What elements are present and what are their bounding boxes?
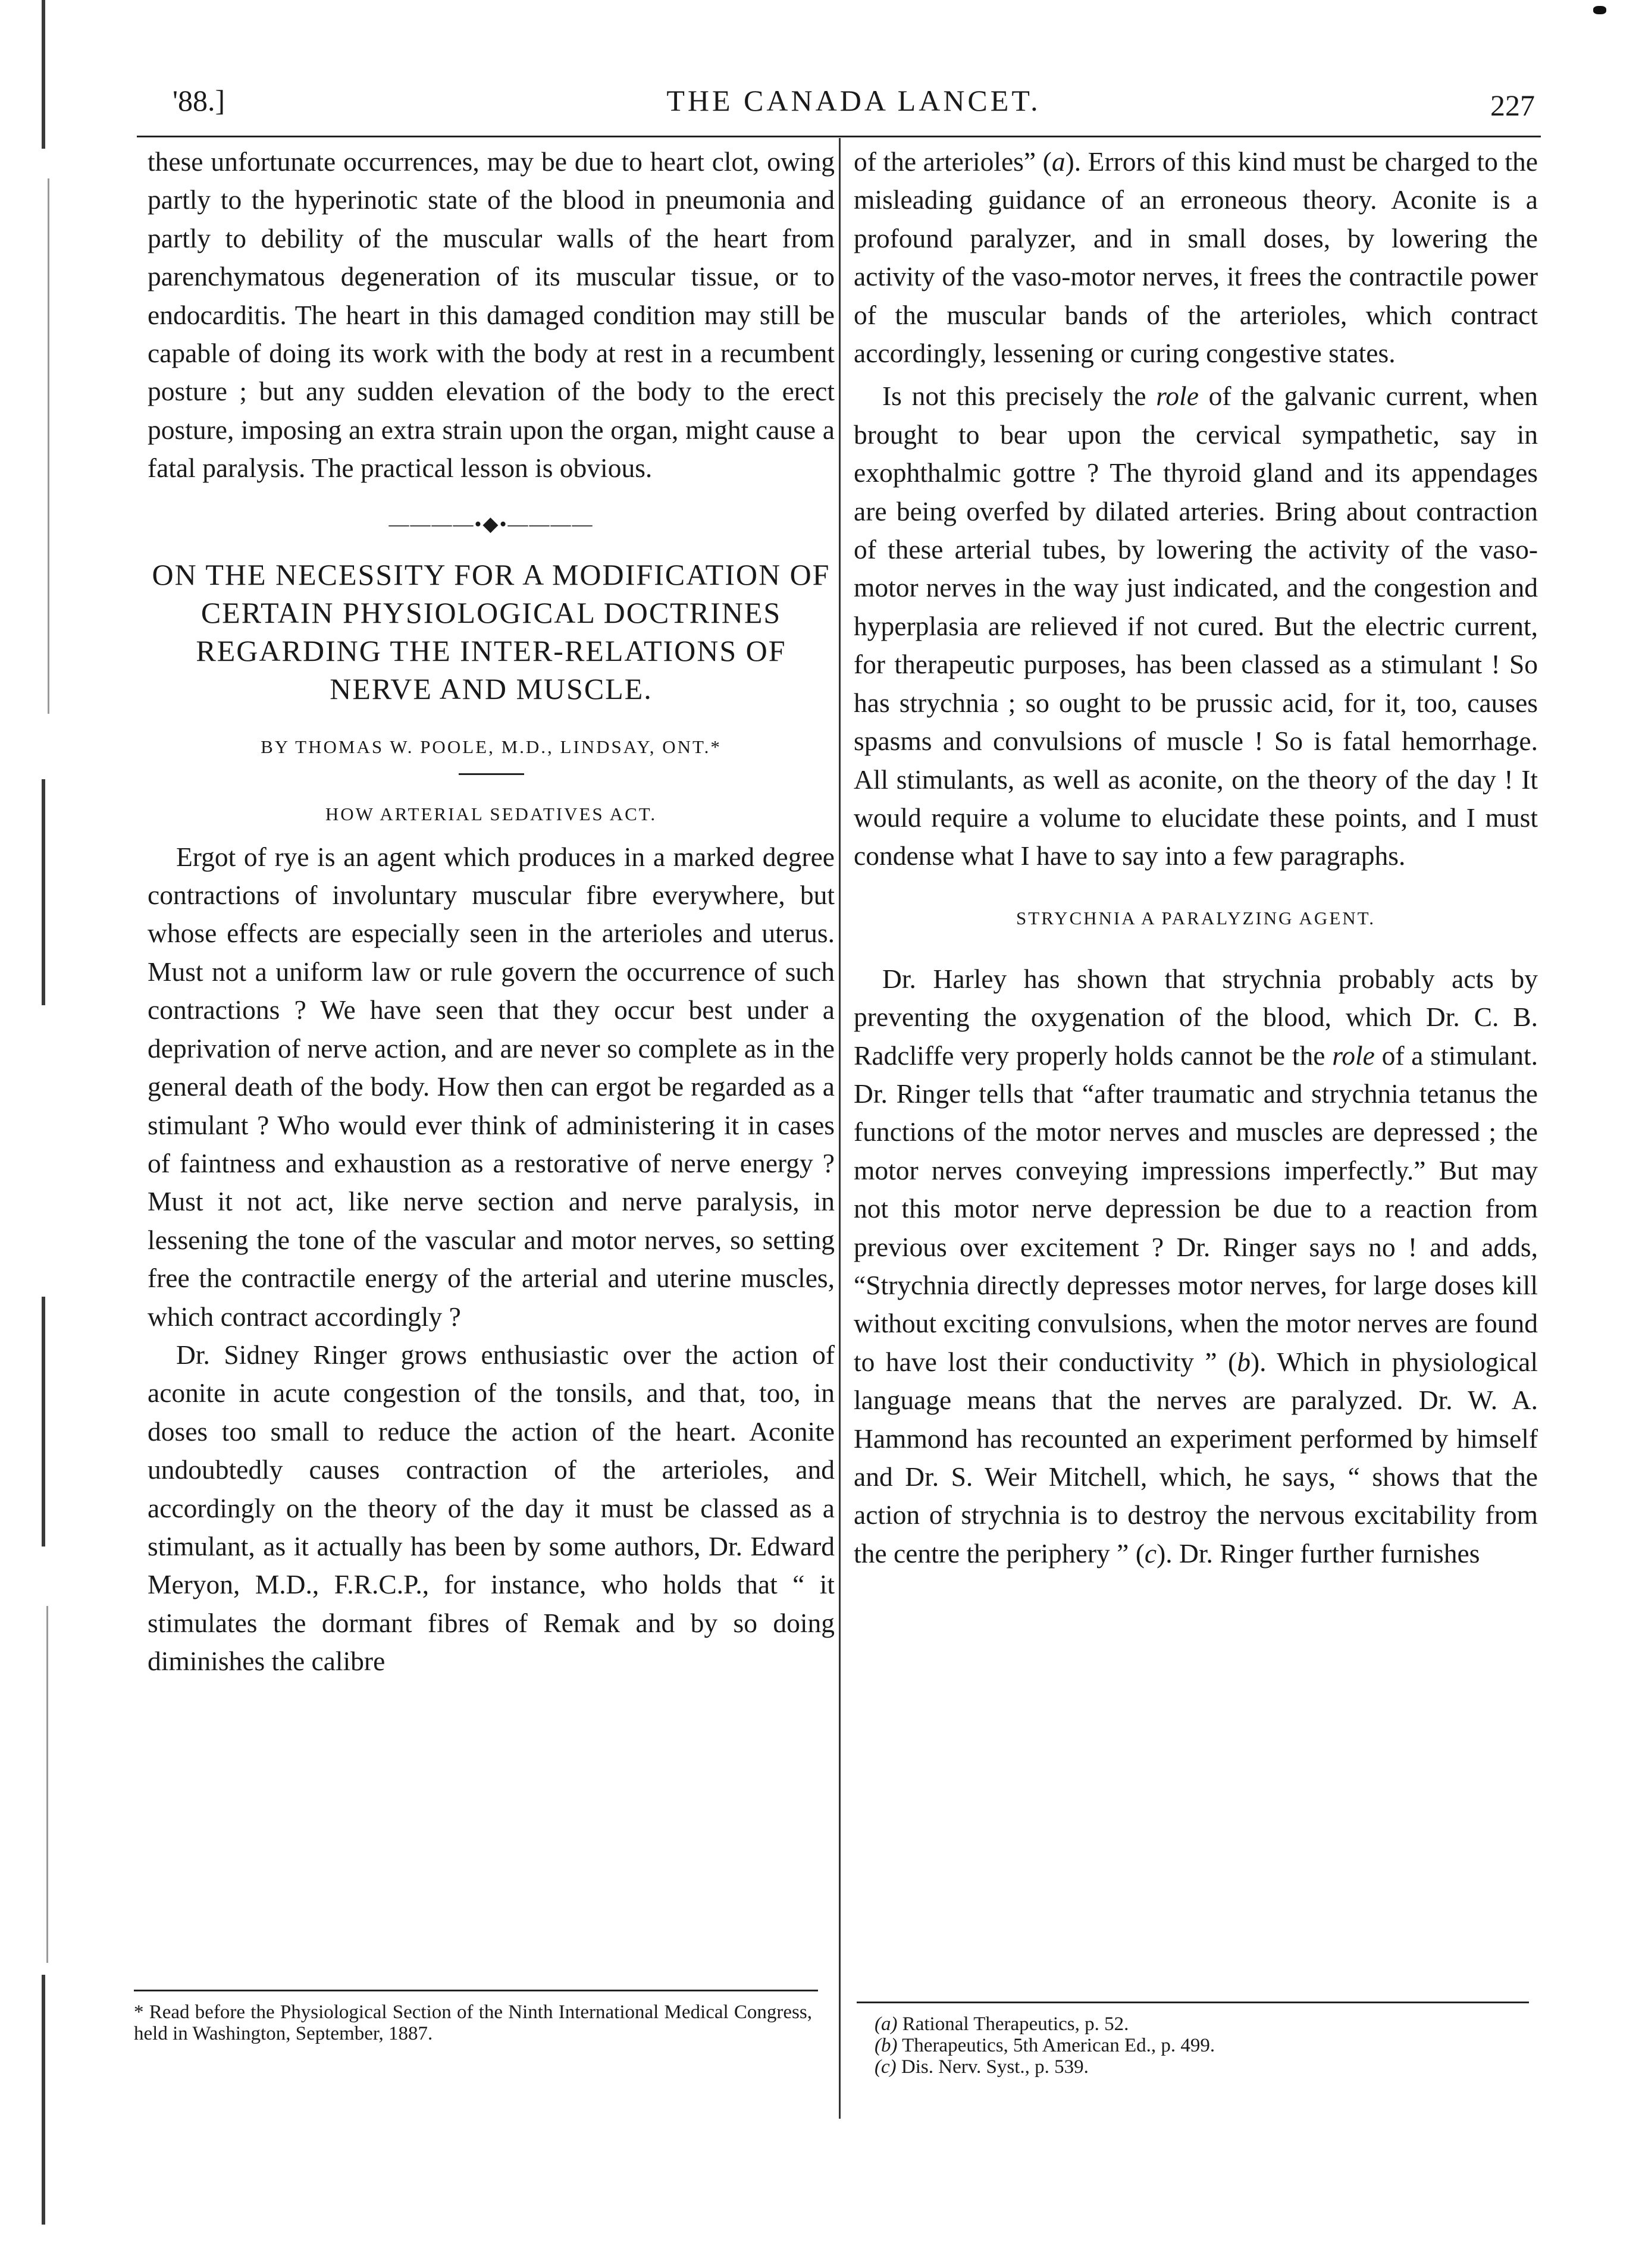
footnote	[875, 2056, 1499, 2078]
footnote-text: Therapeutics, 5th American Ed., p. 499.	[902, 2035, 1215, 2056]
volume-year: '88.]	[173, 84, 225, 117]
footnote	[875, 2013, 1499, 2035]
text-run: ). Dr. Ringer further furnishes	[1157, 1538, 1480, 1569]
column-divider	[839, 138, 841, 2119]
article-title: ON THE NECESSITY FOR A MODIFICATION OF CERTAIN PHYSIOLOGICAL DOCTRINES REGARDING THE INTER-RELATIONS OF NERVE AND MUSCLE.	[152, 557, 831, 705]
text-run: Is not this precisely the	[882, 381, 1157, 412]
text-run: of the galvanic current, when brought to bear upon the cervical sympathetic, say in exophthalmic gottre ? The thyroid gland and its appendages are being overfed by dilated arteries. Bring about contraction of these arterial tubes, by lowering the activity of the vaso-motor nerves in the way just indicated, and the congestion and hyperplasia are relieved if not cured. But the electric current, for therapeutic purposes, has been classed as a stimulant ! So has strychnia ; so ought to be prussic acid, for it, too, causes spasms and convulsions of muscle ! So is fatal hemorrhage. All stimulants, as well as aconite, on the theory of the day ! It would require a volume to elucidate these points, and I must condense what I have to say into a few paragraphs.	[854, 381, 1538, 871]
footnote-marker: (c)	[875, 2056, 897, 2078]
ink-speck	[1593, 6, 1606, 14]
page-number: 227	[1490, 89, 1535, 122]
journal-title: THE CANADA LANCET.	[666, 84, 1041, 117]
footnote-ref: c	[1144, 1538, 1157, 1569]
footnote-rule	[857, 2002, 1529, 2003]
footnote-rule	[134, 1990, 818, 1991]
text-run: Dr. Harley has shown that strychnia probably acts by preventing the oxygenation of the blood, which Dr. C. B. Radcliffe very properly holds cannot be the	[854, 963, 1538, 1071]
footnote-text: Dis. Nerv. Syst., p. 539.	[901, 2056, 1089, 2078]
text-run: ). Which in physiological language means that the nerves are paralyzed. Dr. W. A. Hammond has recounted an experiment performed by himself and Dr. S. Weir Mitchell, which, he says, “ shows that the action of strychnia is to destroy the nervous excitability from the centre the periphery ” (	[854, 1346, 1538, 1569]
footnotes-right	[875, 2013, 1499, 2078]
italic-word: role	[1332, 1040, 1375, 1071]
footnote: * Read before the Physiological Section of the Ninth International Medical Congress, held in Washington, September, 1887.	[134, 2002, 812, 2044]
binding-edge-mark	[48, 178, 49, 714]
footnote	[875, 2035, 1499, 2056]
section-heading: STRYCHNIA A PARALYZING AGENT.	[1016, 907, 1376, 928]
continued-paragraph	[854, 143, 1538, 372]
body-paragraph: Ergot of rye is an agent which produces in a marked degree contractions of involuntary muscular fibre everywhere, but whose effects are especially seen in the arterioles and uterus. Must not a uniform law or rule govern the occurrence of such contractions ? We have seen that they occur best under a deprivation of nerve action, and are never so complete as in the general death of the body. How then can ergot be regarded as a stimulant ? Who would ever think of administering it in cases of faintness and exhaustion as a restorative of nerve energy ? Must it not act, like nerve section and nerve paralysis, in lessening the tone of the vascular and motor nerves, so setting free the contractile energy of the arterial and uterine muscles, which contract accordingly ?	[148, 841, 835, 1332]
footnote-marker: (b)	[875, 2035, 898, 2056]
running-header	[173, 77, 1535, 125]
text-run: of a stimulant. Dr. Ringer tells that “after traumatic and strychnia tetanus the functions of the motor nerves and muscles are depressed ; the motor nerves conveying impressions imperfectly.” But may not this motor nerve depression be due to a reaction from previous over excitement ? Dr. Ringer says no ! and adds, “Strychnia directly depresses motor nerves, for large doses kill without exciting convulsions, when the motor nerves are found to have lost their conductivity ” (	[854, 1040, 1538, 1377]
binding-edge-mark	[42, 1297, 45, 1546]
text-run: of the arterioles” (	[854, 146, 1052, 177]
footnotes-left	[134, 2002, 812, 2044]
footnote-marker: (a)	[875, 2013, 898, 2035]
section-ornament: ————•◆•————	[388, 513, 594, 535]
body-paragraph: Dr. Sidney Ringer grows enthusiastic over the action of aconite in acute congestion of the tonsils, and that, too, in doses too small to reduce the action of the heart. Aconite undoubtedly causes contraction of the arterioles, and accordingly on the theory of the day it must be classed as a stimulant, as it actually has been by some authors, Dr. Edward Meryon, M.D., F.R.C.P., for instance, who holds that “ it stimulates the dormant fibres of Remak and by so doing diminishes the calibre	[148, 1339, 835, 1677]
left-column	[148, 143, 835, 1681]
continued-paragraph: these unfortunate occurrences, may be due to heart clot, owing partly to the hyperinotic state of the blood in pneumonia and partly to debility of the muscular walls of the heart from parenchymatous degeneration of its muscular tissue, or to endocarditis. The heart in this damaged condition may still be capable of doing its work with the body at rest in a recumbent posture ; but any sudden elevation of the body to the erect posture, imposing an extra strain upon the organ, might cause a fatal paralysis. The practical lesson is obvious.	[148, 146, 835, 484]
section-heading: HOW ARTERIAL SEDATIVES ACT.	[325, 803, 657, 824]
footnote-ref: a	[1051, 146, 1065, 177]
byline: BY THOMAS W. POOLE, M.D., LINDSAY, ONT.*	[261, 736, 722, 757]
footnote-text: Rational Therapeutics, p. 52.	[902, 2013, 1129, 2035]
binding-edge-mark	[42, 1975, 45, 2225]
body-paragraph	[854, 960, 1538, 1573]
text-run: ). Errors of this kind must be charged to the misleading guidance of an erroneous theory. Aconite is a profound paralyzer, and in small doses, by lowering the activity of the vaso-motor nerves, it frees the contractile power of the muscular bands of the arterioles, which contract accordingly, lessening or curing congestive states.	[854, 146, 1538, 369]
binding-edge-mark	[46, 1606, 48, 1963]
right-column	[854, 143, 1538, 1573]
body-paragraph	[854, 377, 1538, 875]
byline-rule	[459, 773, 524, 775]
binding-edge-mark	[42, 0, 45, 149]
header-rule	[137, 136, 1541, 137]
footnote-ref: b	[1237, 1346, 1251, 1377]
binding-edge-mark	[42, 779, 45, 1005]
italic-word: role	[1156, 381, 1199, 412]
